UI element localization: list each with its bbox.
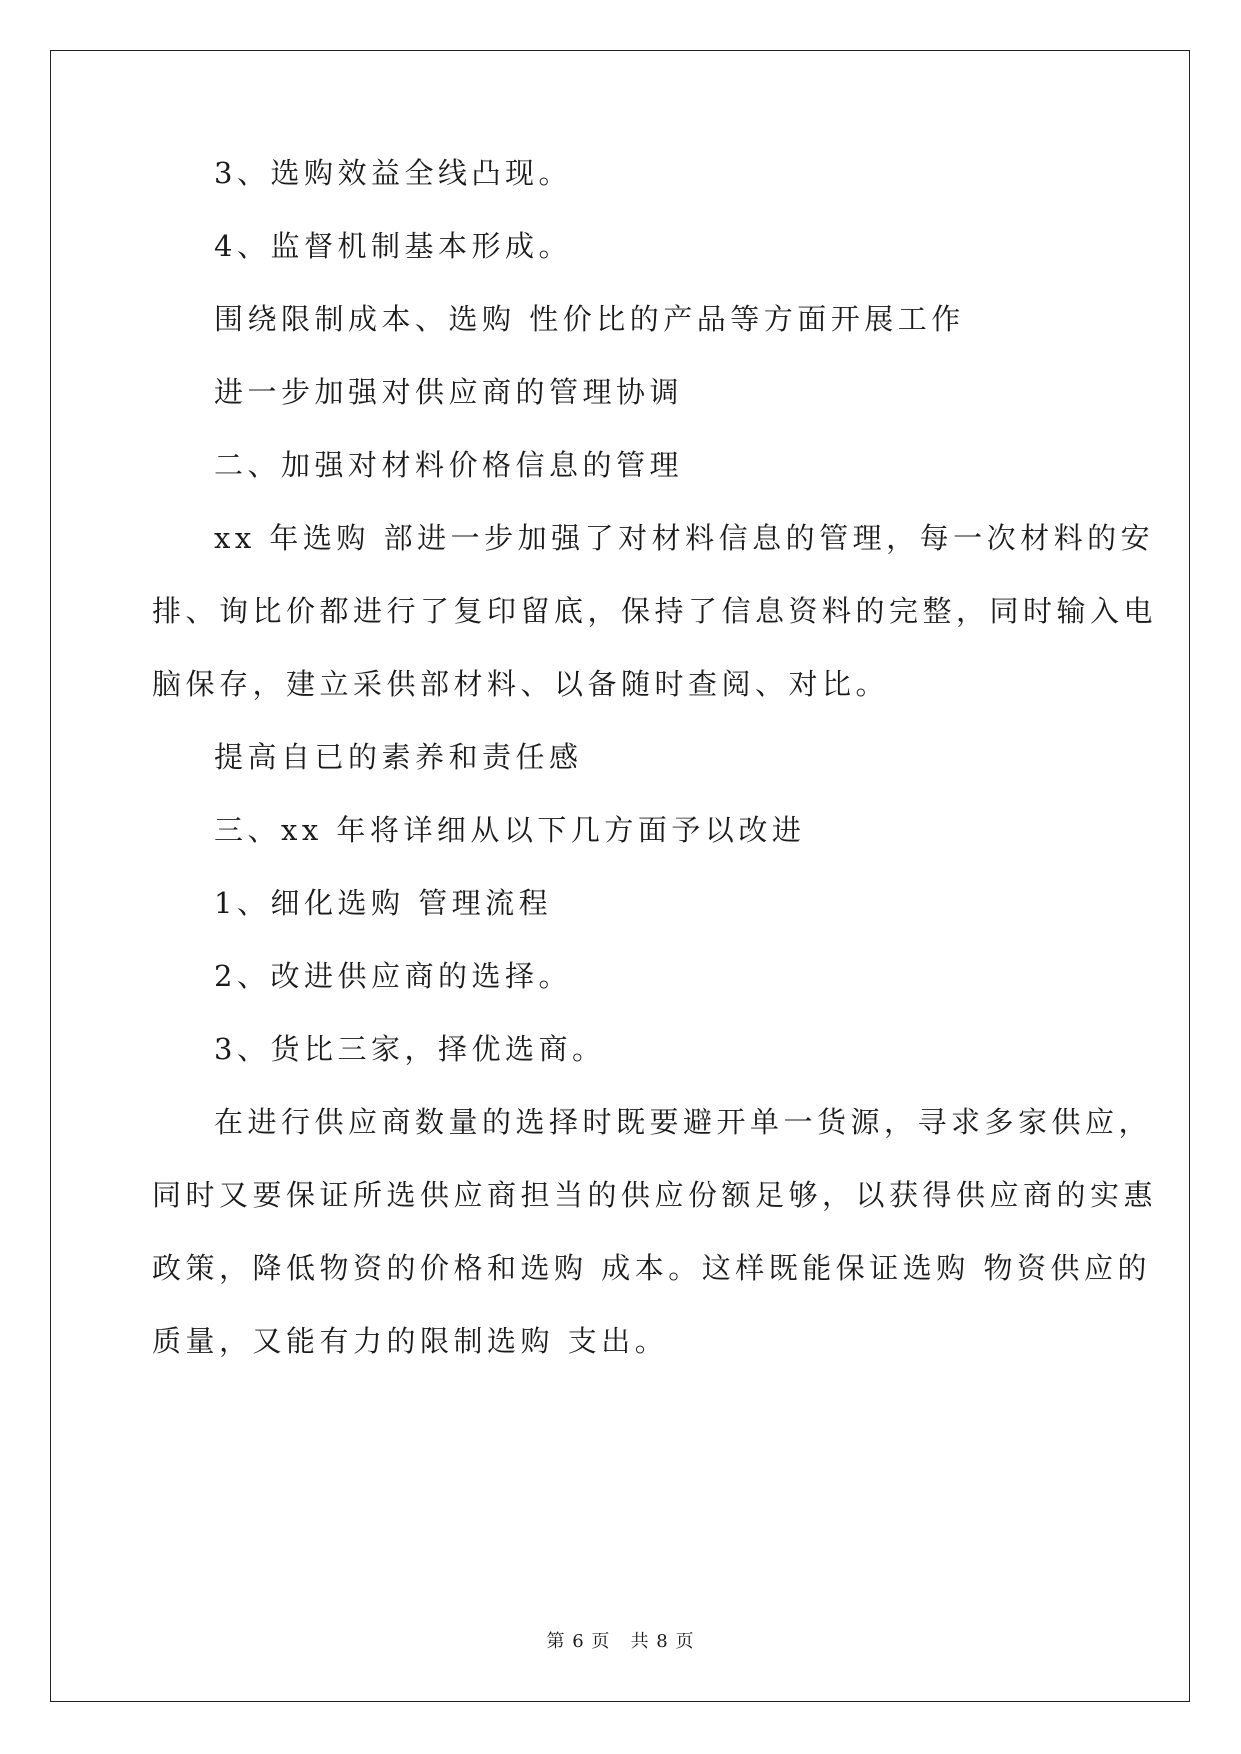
page-number-footer: 第 6 页 共 8 页: [546, 1631, 695, 1652]
section-heading: 二、加强对材料价格信息的管理: [214, 448, 684, 482]
paragraph-line: 排、询比价都进行了复印留底，保持了信息资料的完整，同时输入电: [152, 594, 1158, 628]
paragraph-line: 脑保存，建立采供部材料、以备随时查阅、对比。: [152, 667, 890, 701]
paragraph-line: 围绕限制成本、选购 性价比的产品等方面开展工作: [214, 302, 965, 336]
paragraph-line: 同时又要保证所选供应商担当的供应份额足够，以获得供应商的实惠: [152, 1178, 1158, 1212]
section-heading: 三、xx 年将详细从以下几方面予以改进: [214, 813, 806, 847]
paragraph-line: 1、细化选购 管理流程: [214, 886, 553, 920]
paragraph-line: 4、监督机制基本形成。: [214, 229, 572, 263]
paragraph-line: 在进行供应商数量的选择时既要避开单一货源，寻求多家供应，: [214, 1105, 1153, 1139]
paragraph-line: 质量，又能有力的限制选购 支出。: [152, 1324, 669, 1358]
page-border: [50, 50, 1190, 1702]
paragraph-line: 3、选购效益全线凸现。: [214, 156, 572, 190]
paragraph-line: 2、改进供应商的选择。: [214, 959, 572, 993]
paragraph-line: xx 年选购 部进一步加强了对材料信息的管理，每一次材料的安: [214, 521, 1155, 555]
paragraph-line: 3、货比三家，择优选商。: [214, 1032, 606, 1066]
paragraph-line: 进一步加强对供应商的管理协调: [214, 375, 684, 409]
paragraph-line: 提高自已的素养和责任感: [214, 740, 583, 774]
paragraph-line: 政策，降低物资的价格和选购 成本。这样既能保证选购 物资供应的: [152, 1251, 1151, 1285]
